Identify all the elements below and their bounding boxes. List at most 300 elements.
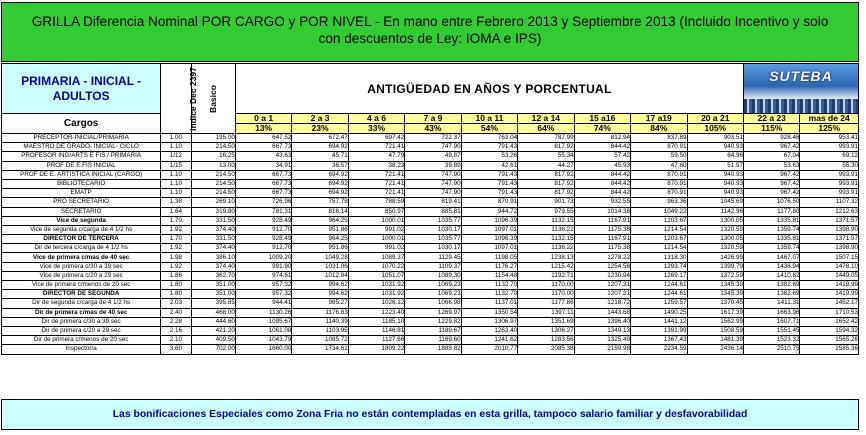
value-cell: 1438.94 bbox=[744, 262, 800, 271]
value-cell: 667.73 bbox=[235, 179, 291, 188]
value-cell: 1203.67 bbox=[631, 235, 687, 244]
value-cell: 1132.15 bbox=[518, 216, 574, 225]
cargo-cell: Dir de primera c/mas de 40 sec bbox=[2, 308, 161, 317]
value-cell: 817.92 bbox=[518, 179, 574, 188]
table-row bbox=[2, 326, 859, 335]
value-cell: 1176.27 bbox=[461, 262, 517, 271]
indice-cell: 2.16 bbox=[161, 326, 191, 335]
value-cell: 837.89 bbox=[631, 134, 687, 143]
value-cell: 763.04 bbox=[461, 134, 517, 143]
basico-cell: 362.70 bbox=[191, 271, 235, 280]
value-cell: 1300.05 bbox=[687, 216, 744, 225]
indice-cell: 1.80 bbox=[161, 281, 191, 290]
value-cell: 45.71 bbox=[292, 152, 348, 161]
year-range-header: 7 a 9 bbox=[405, 114, 461, 124]
value-cell: 993.91 bbox=[800, 189, 859, 198]
indice-cell: 1.00 bbox=[161, 134, 191, 143]
value-cell: 1562.99 bbox=[687, 317, 744, 326]
value-cell: 1410.82 bbox=[744, 271, 800, 280]
year-range-header: 20 a 21 bbox=[687, 114, 744, 124]
value-cell: 1012.84 bbox=[292, 271, 348, 280]
basico-cell: 351.00 bbox=[191, 281, 235, 290]
cargo-cell: Vice de primera c/30 a 39 sec bbox=[2, 262, 161, 271]
value-cell: 967.42 bbox=[744, 170, 800, 179]
value-cell: 721.41 bbox=[348, 143, 404, 152]
percent-header: 84% bbox=[631, 124, 687, 134]
value-cell: 1318.30 bbox=[631, 253, 687, 262]
value-cell: 1419.99 bbox=[800, 290, 859, 299]
value-cell: 844.42 bbox=[574, 143, 630, 152]
value-cell: 1176.83 bbox=[292, 308, 348, 317]
value-cell: 1263.40 bbox=[461, 326, 517, 335]
value-cell: 1278.22 bbox=[574, 253, 630, 262]
value-cell: 1508.59 bbox=[687, 326, 744, 335]
value-cell: 1370.45 bbox=[687, 299, 744, 308]
value-cell: 1372.59 bbox=[687, 271, 744, 280]
value-cell: 1214.54 bbox=[631, 225, 687, 234]
basico-cell: 214.50 bbox=[191, 179, 235, 188]
percent-header: 23% bbox=[292, 124, 348, 134]
value-cell: 1185.10 bbox=[348, 317, 404, 326]
value-cell: 885.81 bbox=[405, 207, 461, 216]
cargo-cell: EMATP bbox=[2, 189, 161, 198]
basico-cell: 319.80 bbox=[191, 207, 235, 216]
value-cell: 2234.59 bbox=[631, 345, 687, 354]
value-cell: 1382.69 bbox=[744, 290, 800, 299]
value-cell: 39.89 bbox=[405, 161, 461, 170]
value-cell: 1710.53 bbox=[800, 308, 859, 317]
cargo-cell: PRO SECRETARIO bbox=[2, 198, 161, 207]
value-cell: 1244.61 bbox=[631, 290, 687, 299]
indice-cell: 1.64 bbox=[161, 207, 191, 216]
value-cell: 45.93 bbox=[574, 161, 630, 170]
indice-cell: 1/15 bbox=[161, 161, 191, 170]
value-cell: 2085.38 bbox=[518, 345, 574, 354]
value-cell: 1371.57 bbox=[800, 235, 859, 244]
table-row bbox=[2, 134, 859, 143]
value-cell: 870.91 bbox=[461, 198, 517, 207]
value-cell: 1411.31 bbox=[744, 299, 800, 308]
table-row bbox=[2, 235, 859, 244]
year-range-header: 12 a 14 bbox=[518, 114, 574, 124]
indice-cell: 1.98 bbox=[161, 253, 191, 262]
basico-cell: 214.50 bbox=[191, 170, 235, 179]
value-cell: 53.26 bbox=[461, 152, 517, 161]
cargo-cell: MAESTRO DE GRADO- INICIAL- CICLO bbox=[2, 143, 161, 152]
indice-cell: 1.80 bbox=[161, 290, 191, 299]
value-cell: 1031.92 bbox=[348, 290, 404, 299]
table-row bbox=[2, 225, 859, 234]
value-cell: 844.42 bbox=[574, 170, 630, 179]
table-row bbox=[2, 262, 859, 271]
value-cell: 993.91 bbox=[800, 143, 859, 152]
value-cell: 1070.22 bbox=[348, 262, 404, 271]
percent-header: 64% bbox=[518, 124, 574, 134]
value-cell: 928.49 bbox=[235, 216, 291, 225]
value-cell: 1175.38 bbox=[574, 225, 630, 234]
value-cell: 1089.30 bbox=[405, 271, 461, 280]
value-cell: 1049.28 bbox=[292, 253, 348, 262]
value-cell: 694.92 bbox=[292, 143, 348, 152]
value-cell: 1014.38 bbox=[574, 207, 630, 216]
value-cell: 647.52 bbox=[235, 134, 291, 143]
value-cell: 870.91 bbox=[631, 143, 687, 152]
value-cell: 1238.13 bbox=[518, 253, 574, 262]
cargo-cell: Dir de tercera c/carga de 4 1/2 hs bbox=[2, 244, 161, 253]
cargo-cell: Vice de primera c/menos de 20 sec bbox=[2, 281, 161, 290]
value-cell: 1069.23 bbox=[405, 281, 461, 290]
value-cell: 791.43 bbox=[461, 179, 517, 188]
cargo-cell: DIRECTOR DE TERCERA bbox=[2, 235, 161, 244]
value-cell: 1189.67 bbox=[405, 326, 461, 335]
value-cell: 726.96 bbox=[235, 198, 291, 207]
value-cell: 951.86 bbox=[292, 244, 348, 253]
value-cell: 1269.97 bbox=[405, 308, 461, 317]
value-cell: 1230.94 bbox=[574, 271, 630, 280]
basico-cell: 468.00 bbox=[191, 308, 235, 317]
percent-header: 125% bbox=[800, 124, 859, 134]
logo-text: SUTEBA bbox=[769, 68, 833, 84]
value-cell: 1129.45 bbox=[405, 253, 461, 262]
value-cell: 721.41 bbox=[348, 179, 404, 188]
title-line-1: GRILLA Diferencia Nominal POR CARGO y POR NIVEL - En mano entre Febrero 2013 y Septiembre 2013 (Incluido Incentivo y solo bbox=[31, 14, 829, 29]
value-cell: 1031.92 bbox=[348, 281, 404, 290]
year-range-header: 0 a 1 bbox=[235, 114, 291, 124]
value-cell: 928.49 bbox=[235, 235, 291, 244]
value-cell: 1136.22 bbox=[518, 244, 574, 253]
percent-header: 115% bbox=[744, 124, 800, 134]
value-cell: 697.42 bbox=[348, 134, 404, 143]
value-cell: 1345.39 bbox=[687, 281, 744, 290]
table-row bbox=[2, 345, 859, 354]
table-row bbox=[2, 271, 859, 280]
value-cell: 1096.39 bbox=[461, 235, 517, 244]
value-cell: 1617.39 bbox=[687, 308, 744, 317]
value-cell: 721.41 bbox=[348, 189, 404, 198]
value-cell: 747.90 bbox=[405, 189, 461, 198]
value-cell: 1140.39 bbox=[292, 317, 348, 326]
percent-header: 54% bbox=[461, 124, 517, 134]
cargo-cell: BIBLIOTECARIO bbox=[2, 179, 161, 188]
value-cell: 1000.01 bbox=[348, 235, 404, 244]
indice-cell: 1.38 bbox=[161, 198, 191, 207]
value-cell: 1203.67 bbox=[631, 216, 687, 225]
basico-cell: 444.60 bbox=[191, 317, 235, 326]
value-cell: 1043.79 bbox=[235, 336, 291, 345]
cargo-cell: PROFESOR ING/ARTS E FIS / PRIMARIA bbox=[2, 152, 161, 161]
value-cell: 721.41 bbox=[348, 170, 404, 179]
value-cell: 1335.81 bbox=[744, 235, 800, 244]
value-cell: 1167.91 bbox=[574, 216, 630, 225]
value-cell: 870.91 bbox=[631, 179, 687, 188]
cargo-cell: DIRECTOR DE SEGUNDA bbox=[2, 290, 161, 299]
cargo-cell: Vice de primera c/20 a 29 sec bbox=[2, 271, 161, 280]
value-cell: 1175.38 bbox=[574, 244, 630, 253]
value-cell: 844.42 bbox=[574, 179, 630, 188]
table-row bbox=[2, 216, 859, 225]
value-cell: 1300.05 bbox=[687, 235, 744, 244]
value-cell: 1097.01 bbox=[461, 225, 517, 234]
value-cell: 1132.70 bbox=[461, 290, 517, 299]
basico-cell: 395.85 bbox=[191, 299, 235, 308]
value-cell: 1085.72 bbox=[292, 336, 348, 345]
value-cell: 951.86 bbox=[292, 225, 348, 234]
cargo-cell: SECRETARIO bbox=[2, 207, 161, 216]
value-cell: 788.59 bbox=[348, 198, 404, 207]
table-row bbox=[2, 299, 859, 308]
value-cell: 932.55 bbox=[574, 198, 630, 207]
value-cell: 957.32 bbox=[235, 290, 291, 299]
value-cell: 1350.54 bbox=[461, 308, 517, 317]
value-cell: 757.78 bbox=[292, 198, 348, 207]
value-cell: 993.91 bbox=[800, 170, 859, 179]
value-cell: 1335.81 bbox=[744, 216, 800, 225]
value-cell: 747.90 bbox=[405, 143, 461, 152]
year-range-header: mas de 24 bbox=[800, 114, 859, 124]
value-cell: 1146.81 bbox=[348, 326, 404, 335]
value-cell: 1306.27 bbox=[518, 326, 574, 335]
indice-cell: 1.86 bbox=[161, 271, 191, 280]
value-cell: 1351.69 bbox=[518, 317, 574, 326]
percent-header: 74% bbox=[574, 124, 630, 134]
value-cell: 993.91 bbox=[800, 179, 859, 188]
table-row bbox=[2, 170, 859, 179]
value-cell: 1177.80 bbox=[744, 207, 800, 216]
basico-cell: 195.00 bbox=[191, 134, 235, 143]
value-cell: 903.51 bbox=[687, 134, 744, 143]
value-cell: 1443.68 bbox=[574, 308, 630, 317]
year-range-header: 22 a 23 bbox=[744, 114, 800, 124]
basico-cell: 421.20 bbox=[191, 326, 235, 335]
value-cell: 47.60 bbox=[631, 161, 687, 170]
value-cell: 928.46 bbox=[744, 134, 800, 143]
indice-cell: 1/12 bbox=[161, 152, 191, 161]
value-cell: 781.31 bbox=[235, 207, 291, 216]
value-cell: 55.30 bbox=[800, 161, 859, 170]
indice-cell: 1.10 bbox=[161, 189, 191, 198]
value-cell: 1142.96 bbox=[687, 207, 744, 216]
value-cell: 1170.00 bbox=[518, 281, 574, 290]
percent-header: 13% bbox=[235, 124, 291, 134]
indice-cell: 1.10 bbox=[161, 170, 191, 179]
cargo-cell: Inspector/a bbox=[2, 345, 161, 354]
value-cell: 1507.15 bbox=[800, 253, 859, 262]
year-range-header: 2 a 3 bbox=[292, 114, 348, 124]
value-cell: 36.57 bbox=[292, 161, 348, 170]
table-row bbox=[2, 336, 859, 345]
percent-header: 43% bbox=[405, 124, 461, 134]
value-cell: 1660.00 bbox=[235, 345, 291, 354]
table-row bbox=[2, 152, 859, 161]
value-cell: 967.42 bbox=[744, 179, 800, 188]
value-cell: 694.92 bbox=[292, 170, 348, 179]
value-cell: 69.12 bbox=[800, 152, 859, 161]
value-cell: 1449.05 bbox=[800, 271, 859, 280]
basico-cell: 214.50 bbox=[191, 143, 235, 152]
value-cell: 1551.45 bbox=[744, 326, 800, 335]
value-cell: 1076.50 bbox=[744, 198, 800, 207]
year-range-header: 4 a 6 bbox=[348, 114, 404, 124]
value-cell: 991.90 bbox=[235, 262, 291, 271]
value-cell: 1207.31 bbox=[574, 290, 630, 299]
value-cell: 812.94 bbox=[574, 134, 630, 143]
value-cell: 816.14 bbox=[292, 207, 348, 216]
value-cell: 1132.70 bbox=[461, 281, 517, 290]
value-cell: 1883.82 bbox=[405, 345, 461, 354]
indice-cell: 1.92 bbox=[161, 244, 191, 253]
table-row bbox=[2, 207, 859, 216]
value-cell: 1306.97 bbox=[461, 317, 517, 326]
value-cell: 1169.60 bbox=[405, 336, 461, 345]
value-cell: 1229.82 bbox=[405, 317, 461, 326]
table-row bbox=[2, 317, 859, 326]
value-cell: 994.62 bbox=[292, 290, 348, 299]
value-cell: 1490.25 bbox=[631, 308, 687, 317]
table-row bbox=[2, 198, 859, 207]
value-cell: 1523.32 bbox=[744, 336, 800, 345]
value-cell: 1030.17 bbox=[405, 225, 461, 234]
value-cell: 1109.37 bbox=[405, 262, 461, 271]
value-cell: 1398.90 bbox=[800, 244, 859, 253]
value-cell: 1398.90 bbox=[800, 225, 859, 234]
value-cell: 1061.08 bbox=[235, 326, 291, 335]
indice-cell: 2.28 bbox=[161, 317, 191, 326]
value-cell: 1223.40 bbox=[348, 308, 404, 317]
value-cell: 722.37 bbox=[405, 134, 461, 143]
value-cell: 1359.74 bbox=[744, 244, 800, 253]
value-cell: 994.62 bbox=[292, 281, 348, 290]
value-cell: 49.87 bbox=[405, 152, 461, 161]
indice-cell: 1.92 bbox=[161, 225, 191, 234]
value-cell: 1167.91 bbox=[574, 235, 630, 244]
antiguedad-header: ANTIGÜEDAD EN AÑOS Y PORCENTUAL bbox=[235, 64, 743, 114]
value-cell: 747.90 bbox=[405, 179, 461, 188]
percent-header: 105% bbox=[687, 124, 744, 134]
indice-cell: 1.10 bbox=[161, 143, 191, 152]
title-line-2: con descuentos de Ley: IOMA e IPS) bbox=[318, 31, 542, 46]
value-cell: 1293.74 bbox=[631, 262, 687, 271]
value-cell: 901.73 bbox=[518, 198, 574, 207]
value-cell: 1452.17 bbox=[800, 299, 859, 308]
cargo-cell: Vice de segunda c/carga de 4 1/2 hs bbox=[2, 225, 161, 234]
value-cell: 1214.54 bbox=[631, 244, 687, 253]
value-cell: 2010.77 bbox=[461, 345, 517, 354]
value-cell: 791.43 bbox=[461, 143, 517, 152]
value-cell: 1127.66 bbox=[348, 336, 404, 345]
value-cell: 1170.00 bbox=[518, 290, 574, 299]
table-row bbox=[2, 143, 859, 152]
value-cell: 964.25 bbox=[292, 216, 348, 225]
value-cell: 1103.95 bbox=[292, 326, 348, 335]
value-cell: 1066.98 bbox=[405, 299, 461, 308]
value-cell: 1218.72 bbox=[574, 299, 630, 308]
value-cell: 1177.86 bbox=[518, 299, 574, 308]
value-cell: 1607.71 bbox=[744, 317, 800, 326]
value-cell: 1397.11 bbox=[518, 308, 574, 317]
table-row bbox=[2, 253, 859, 262]
value-cell: 957.32 bbox=[235, 281, 291, 290]
cargo-cell: PROF DE E.FIS INICIAL bbox=[2, 161, 161, 170]
basico-cell: 351.00 bbox=[191, 290, 235, 299]
table-row bbox=[2, 281, 859, 290]
value-cell: 1035.77 bbox=[405, 216, 461, 225]
value-cell: 967.42 bbox=[744, 143, 800, 152]
value-cell: 1652.42 bbox=[800, 317, 859, 326]
indice-cell: 2.10 bbox=[161, 336, 191, 345]
value-cell: 991.02 bbox=[348, 244, 404, 253]
value-cell: 1009.20 bbox=[235, 253, 291, 262]
value-cell: 1097.01 bbox=[461, 244, 517, 253]
value-cell: 2510.75 bbox=[744, 345, 800, 354]
value-cell: 940.93 bbox=[687, 189, 744, 198]
value-cell: 47.79 bbox=[348, 152, 404, 161]
value-cell: 1254.58 bbox=[574, 262, 630, 271]
value-cell: 1107.32 bbox=[800, 198, 859, 207]
value-cell: 819.41 bbox=[405, 198, 461, 207]
value-cell: 1137.01 bbox=[461, 299, 517, 308]
value-cell: 51.97 bbox=[687, 161, 744, 170]
value-cell: 1026.12 bbox=[348, 299, 404, 308]
value-cell: 1382.69 bbox=[744, 281, 800, 290]
value-cell: 34.91 bbox=[235, 161, 291, 170]
value-cell: 1241.62 bbox=[461, 336, 517, 345]
grid-title bbox=[1, 2, 859, 62]
value-cell: 787.99 bbox=[518, 134, 574, 143]
value-cell: 1325.49 bbox=[574, 336, 630, 345]
basico-cell: 214.50 bbox=[191, 189, 235, 198]
value-cell: 667.73 bbox=[235, 189, 291, 198]
value-cell: 1244.61 bbox=[631, 281, 687, 290]
value-cell: 850.97 bbox=[348, 207, 404, 216]
basico-cell: 374.40 bbox=[191, 244, 235, 253]
value-cell: 1663.96 bbox=[744, 308, 800, 317]
value-cell: 817.92 bbox=[518, 170, 574, 179]
value-cell: 1349.13 bbox=[574, 326, 630, 335]
value-cell: 42.61 bbox=[461, 161, 517, 170]
value-cell: 1396.40 bbox=[574, 317, 630, 326]
basico-cell: 16.25 bbox=[191, 152, 235, 161]
basico-cell: 374.40 bbox=[191, 262, 235, 271]
cargo-cell: Dir de primera c/menos de 20 sec bbox=[2, 336, 161, 345]
value-cell: 1136.22 bbox=[518, 225, 574, 234]
value-cell: 1130.26 bbox=[235, 308, 291, 317]
value-cell: 1045.69 bbox=[687, 198, 744, 207]
cargos-header: Cargos bbox=[2, 114, 161, 134]
value-cell: 43.63 bbox=[235, 152, 291, 161]
value-cell: 1096.39 bbox=[461, 216, 517, 225]
cargo-cell: Dir de primera c/20 a 29 sec bbox=[2, 326, 161, 335]
value-cell: 1192.71 bbox=[518, 271, 574, 280]
indice-header-label: Indice Dec 2397 bbox=[188, 66, 199, 131]
cargo-cell: PRECEPTOR-INICIAL/PRIMARIA bbox=[2, 134, 161, 143]
value-cell: 1478.10 bbox=[800, 262, 859, 271]
section-title-line-1: PRIMARIA - INICIAL - bbox=[21, 73, 142, 88]
value-cell: 59.50 bbox=[631, 152, 687, 161]
value-cell: 940.93 bbox=[687, 179, 744, 188]
value-cell: 1212.63 bbox=[800, 207, 859, 216]
value-cell: 1207.31 bbox=[574, 281, 630, 290]
value-cell: 53.63 bbox=[744, 161, 800, 170]
value-cell: 817.92 bbox=[518, 143, 574, 152]
value-cell: 979.55 bbox=[518, 207, 574, 216]
table-row bbox=[2, 244, 859, 253]
table-row bbox=[2, 189, 859, 198]
cargo-cell: Dir de primera c/30 a 39 sec bbox=[2, 317, 161, 326]
value-cell: 694.92 bbox=[292, 189, 348, 198]
value-cell: 1154.48 bbox=[461, 271, 517, 280]
value-cell: 1426.99 bbox=[687, 253, 744, 262]
basico-cell: 386.10 bbox=[191, 253, 235, 262]
